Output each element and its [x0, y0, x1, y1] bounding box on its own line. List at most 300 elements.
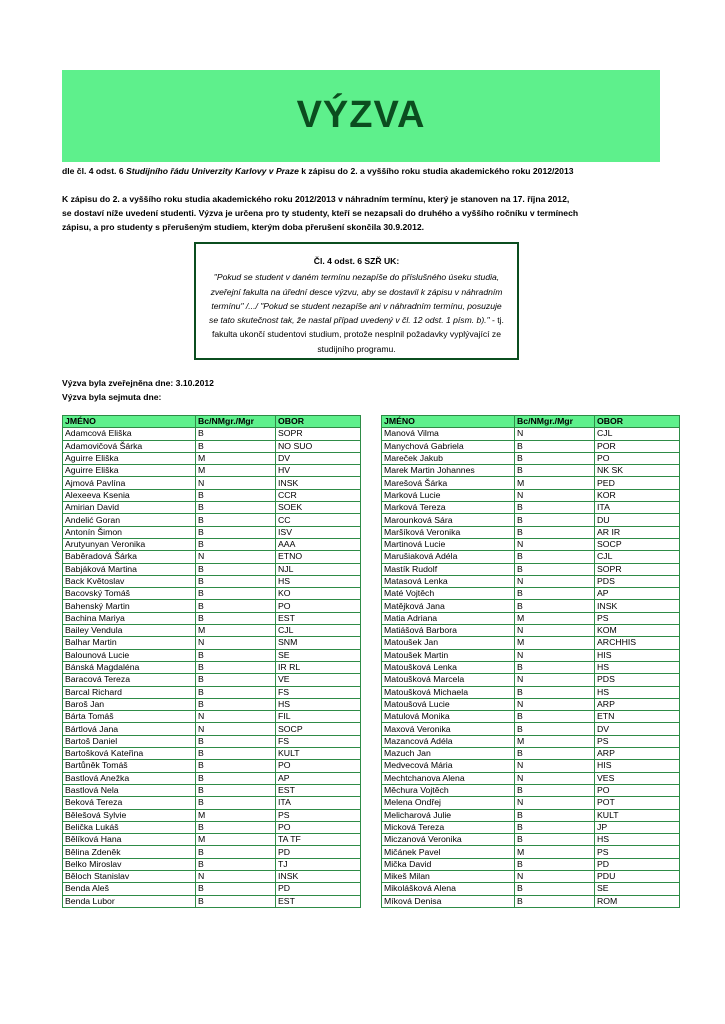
- field-cell: SOPR: [595, 563, 680, 575]
- field-cell: INSK: [276, 477, 361, 489]
- field-cell: ARCHHIS: [595, 637, 680, 649]
- table-row: [382, 551, 680, 563]
- student-name-cell: Bárta Tomáš: [63, 711, 196, 723]
- page-title: VÝZVA: [296, 94, 426, 136]
- degree-cell: B: [515, 452, 595, 464]
- table-row: [63, 797, 361, 809]
- field-cell: ROM: [595, 895, 680, 907]
- student-name-cell: Matulová Monika: [382, 711, 515, 723]
- table-row: [382, 846, 680, 858]
- intro-line: se dostaví níže uvedení studenti. Výzva je určena pro ty studenty, kteří se nezapsali do druhého a vyššího ročníku v termínech: [62, 208, 579, 218]
- degree-cell: B: [196, 514, 276, 526]
- table-header-row: [382, 416, 680, 428]
- table-row: [63, 502, 361, 514]
- quote-line: "Pokud se student v daném termínu nezapíše do příslušného úseku studia,: [213, 272, 500, 283]
- field-cell: ITA: [276, 797, 361, 809]
- student-name-cell: Mičánek Pavel: [382, 846, 515, 858]
- student-name-cell: Maté Vojtěch: [382, 588, 515, 600]
- degree-cell: B: [196, 600, 276, 612]
- field-cell: ETNO: [276, 551, 361, 563]
- table-row: [382, 649, 680, 661]
- table-row: [382, 588, 680, 600]
- field-cell: EST: [276, 612, 361, 624]
- degree-cell: B: [515, 661, 595, 673]
- student-name-cell: Matia Adriana: [382, 612, 515, 624]
- field-cell: PO: [595, 452, 680, 464]
- field-cell: AR IR: [595, 526, 680, 538]
- degree-cell: B: [196, 563, 276, 575]
- table-row: [63, 870, 361, 882]
- degree-cell: N: [515, 649, 595, 661]
- student-name-cell: Arutyunyan Veronika: [63, 538, 196, 550]
- student-name-cell: Antonín Šimon: [63, 526, 196, 538]
- student-name-cell: Bělina Zdeněk: [63, 846, 196, 858]
- column-header-degree: Bc/NMgr./Mgr: [196, 416, 276, 428]
- field-cell: EST: [276, 784, 361, 796]
- table-row: [382, 612, 680, 624]
- column-header-field: OBOR: [595, 416, 680, 428]
- quote-line: zveřejní fakulta na úřední desce výzvu, aby se dostavil k zápisu v náhradním: [210, 286, 503, 297]
- table-row: [382, 477, 680, 489]
- publication-info: [62, 376, 214, 404]
- degree-cell: B: [196, 612, 276, 624]
- field-cell: ARP: [595, 698, 680, 710]
- column-header-name: JMÉNO: [382, 416, 515, 428]
- table-row: [63, 637, 361, 649]
- student-name-cell: Manová Vilma: [382, 428, 515, 440]
- field-cell: KULT: [595, 809, 680, 821]
- degree-cell: B: [196, 489, 276, 501]
- degree-cell: B: [515, 858, 595, 870]
- student-name-cell: Balounová Lucie: [63, 649, 196, 661]
- table-row: [382, 526, 680, 538]
- student-name-cell: Amirian David: [63, 502, 196, 514]
- table-row: [63, 723, 361, 735]
- field-cell: FS: [276, 735, 361, 747]
- degree-cell: M: [515, 637, 595, 649]
- subtitle-italic: Studijního řádu Univerzity Karlovy v Praze: [126, 166, 299, 176]
- student-name-cell: Matoušek Jan: [382, 637, 515, 649]
- table-row: [63, 821, 361, 833]
- field-cell: AP: [595, 588, 680, 600]
- degree-cell: M: [515, 477, 595, 489]
- table-row: [63, 440, 361, 452]
- degree-cell: B: [196, 674, 276, 686]
- table-row: [382, 711, 680, 723]
- student-name-cell: Ajmová Pavlína: [63, 477, 196, 489]
- student-name-cell: Bailey Vendula: [63, 625, 196, 637]
- field-cell: ISV: [276, 526, 361, 538]
- student-name-cell: Melena Ondřej: [382, 797, 515, 809]
- field-cell: HIS: [595, 649, 680, 661]
- student-name-cell: Barcal Richard: [63, 686, 196, 698]
- field-cell: TA TF: [276, 834, 361, 846]
- quote-line: [202, 313, 511, 327]
- student-name-cell: Baroš Jan: [63, 698, 196, 710]
- table-row: [382, 465, 680, 477]
- degree-cell: B: [196, 661, 276, 673]
- table-row: [63, 551, 361, 563]
- field-cell: PS: [276, 809, 361, 821]
- student-name-cell: Mechtchanova Alena: [382, 772, 515, 784]
- degree-cell: B: [515, 723, 595, 735]
- field-cell: NO SUO: [276, 440, 361, 452]
- field-cell: PO: [276, 600, 361, 612]
- degree-cell: B: [196, 588, 276, 600]
- student-name-cell: Marušiaková Adéla: [382, 551, 515, 563]
- field-cell: INSK: [595, 600, 680, 612]
- table-row: [382, 870, 680, 882]
- table-row: [382, 797, 680, 809]
- degree-cell: B: [196, 440, 276, 452]
- student-name-cell: Mikeš Milan: [382, 870, 515, 882]
- field-cell: AAA: [276, 538, 361, 550]
- student-name-cell: Bělíková Hana: [63, 834, 196, 846]
- student-name-cell: Maršíková Veronika: [382, 526, 515, 538]
- table-row: [382, 760, 680, 772]
- table-row: [63, 748, 361, 760]
- field-cell: FS: [276, 686, 361, 698]
- degree-cell: M: [515, 846, 595, 858]
- subtitle: [62, 166, 574, 176]
- table-row: [63, 735, 361, 747]
- table-row: [382, 698, 680, 710]
- degree-cell: B: [515, 711, 595, 723]
- degree-cell: N: [515, 575, 595, 587]
- table-row: [382, 821, 680, 833]
- quote-line-tail: - tj.: [489, 315, 504, 326]
- table-row: [382, 858, 680, 870]
- degree-cell: B: [196, 760, 276, 772]
- degree-cell: B: [196, 698, 276, 710]
- quote-line: fakulta ukončí studentovi studium, protože nesplnil požadavky vyplývající ze: [212, 329, 501, 340]
- student-name-cell: Marková Tereza: [382, 502, 515, 514]
- table-row: [63, 428, 361, 440]
- student-name-cell: Belička Lukáš: [63, 821, 196, 833]
- table-row: [382, 661, 680, 673]
- table-row: [63, 538, 361, 550]
- degree-cell: M: [196, 465, 276, 477]
- degree-cell: B: [515, 502, 595, 514]
- field-cell: PS: [595, 612, 680, 624]
- field-cell: VE: [276, 674, 361, 686]
- table-row: [63, 588, 361, 600]
- degree-cell: B: [515, 834, 595, 846]
- subtitle-prefix: dle čl. 4 odst. 6: [62, 166, 126, 176]
- student-name-cell: Matoušková Michaela: [382, 686, 515, 698]
- degree-cell: B: [196, 784, 276, 796]
- table-row: [382, 538, 680, 550]
- student-name-cell: Matasová Lenka: [382, 575, 515, 587]
- degree-cell: B: [515, 440, 595, 452]
- degree-cell: B: [196, 575, 276, 587]
- table-row: [382, 575, 680, 587]
- field-cell: HS: [595, 686, 680, 698]
- student-name-cell: Babjáková Martina: [63, 563, 196, 575]
- field-cell: SE: [276, 649, 361, 661]
- field-cell: SOPR: [276, 428, 361, 440]
- degree-cell: B: [196, 797, 276, 809]
- field-cell: SE: [595, 883, 680, 895]
- student-name-cell: Benda Aleš: [63, 883, 196, 895]
- student-name-cell: Back Květoslav: [63, 575, 196, 587]
- degree-cell: N: [196, 637, 276, 649]
- student-name-cell: Bacovský Tomáš: [63, 588, 196, 600]
- degree-cell: B: [196, 895, 276, 907]
- degree-cell: B: [515, 514, 595, 526]
- degree-cell: N: [515, 625, 595, 637]
- student-name-cell: Bártlová Jana: [63, 723, 196, 735]
- regulation-quote-box: [194, 242, 519, 360]
- degree-cell: N: [515, 760, 595, 772]
- degree-cell: B: [515, 821, 595, 833]
- field-cell: ARP: [595, 748, 680, 760]
- degree-cell: B: [196, 883, 276, 895]
- field-cell: KOR: [595, 489, 680, 501]
- student-name-cell: Mička David: [382, 858, 515, 870]
- quote-heading: Čl. 4 odst. 6 SZŘ UK:: [313, 256, 400, 266]
- field-cell: ITA: [595, 502, 680, 514]
- field-cell: DV: [276, 452, 361, 464]
- student-name-cell: Matějková Jana: [382, 600, 515, 612]
- field-cell: KOM: [595, 625, 680, 637]
- degree-cell: N: [515, 428, 595, 440]
- degree-cell: N: [515, 489, 595, 501]
- student-name-cell: Bachina Mariya: [63, 612, 196, 624]
- degree-cell: N: [196, 711, 276, 723]
- table-row: [63, 698, 361, 710]
- degree-cell: B: [515, 526, 595, 538]
- field-cell: PO: [276, 821, 361, 833]
- student-name-cell: Bastlová Nela: [63, 784, 196, 796]
- student-name-cell: Martinová Lucie: [382, 538, 515, 550]
- degree-cell: M: [196, 625, 276, 637]
- student-name-cell: Adamcová Eliška: [63, 428, 196, 440]
- degree-cell: N: [515, 797, 595, 809]
- student-name-cell: Marešová Šárka: [382, 477, 515, 489]
- student-name-cell: Matiášová Barbora: [382, 625, 515, 637]
- degree-cell: M: [515, 735, 595, 747]
- table-row: [382, 440, 680, 452]
- student-name-cell: Medvecová Mária: [382, 760, 515, 772]
- degree-cell: B: [196, 735, 276, 747]
- student-name-cell: Andelić Goran: [63, 514, 196, 526]
- table-row: [382, 686, 680, 698]
- table-row: [63, 575, 361, 587]
- degree-cell: M: [196, 809, 276, 821]
- degree-cell: B: [196, 538, 276, 550]
- table-row: [63, 514, 361, 526]
- degree-cell: N: [196, 477, 276, 489]
- degree-cell: B: [196, 772, 276, 784]
- degree-cell: N: [515, 698, 595, 710]
- degree-cell: N: [196, 723, 276, 735]
- student-name-cell: Miczanová Veronika: [382, 834, 515, 846]
- field-cell: HIS: [595, 760, 680, 772]
- table-row: [63, 784, 361, 796]
- student-name-cell: Bahenský Martin: [63, 600, 196, 612]
- degree-cell: B: [196, 858, 276, 870]
- degree-cell: B: [515, 784, 595, 796]
- table-row: [382, 834, 680, 846]
- field-cell: SOEK: [276, 502, 361, 514]
- table-row: [382, 600, 680, 612]
- field-cell: TJ: [276, 858, 361, 870]
- degree-cell: M: [515, 612, 595, 624]
- field-cell: POR: [595, 440, 680, 452]
- field-cell: HS: [595, 661, 680, 673]
- table-row: [382, 452, 680, 464]
- field-cell: CCR: [276, 489, 361, 501]
- degree-cell: B: [196, 821, 276, 833]
- student-name-cell: Marková Lucie: [382, 489, 515, 501]
- table-row: [63, 526, 361, 538]
- table-row: [382, 809, 680, 821]
- student-name-cell: Mazancová Adéla: [382, 735, 515, 747]
- field-cell: INSK: [276, 870, 361, 882]
- field-cell: PO: [276, 760, 361, 772]
- student-name-cell: Marek Martin Johannes: [382, 465, 515, 477]
- table-row: [63, 760, 361, 772]
- published-date: Výzva byla zveřejněna dne: 3.10.2012: [62, 378, 214, 388]
- students-table-left: [62, 415, 361, 908]
- student-name-cell: Aguirre Eliška: [63, 452, 196, 464]
- field-cell: HV: [276, 465, 361, 477]
- field-cell: DU: [595, 514, 680, 526]
- table-row: [382, 748, 680, 760]
- column-header-name: JMÉNO: [63, 416, 196, 428]
- student-name-cell: Adamovičová Šárka: [63, 440, 196, 452]
- table-row: [63, 883, 361, 895]
- table-row: [382, 514, 680, 526]
- student-name-cell: Baběradová Šárka: [63, 551, 196, 563]
- table-row: [63, 600, 361, 612]
- table-row: [63, 649, 361, 661]
- field-cell: KULT: [276, 748, 361, 760]
- table-row: [382, 428, 680, 440]
- field-cell: PO: [595, 784, 680, 796]
- field-cell: PDU: [595, 870, 680, 882]
- table-row: [63, 834, 361, 846]
- intro-paragraph: [62, 192, 662, 234]
- student-name-cell: Micková Tereza: [382, 821, 515, 833]
- student-name-cell: Mareček Jakub: [382, 452, 515, 464]
- student-name-cell: Bělešová Sylvie: [63, 809, 196, 821]
- student-name-cell: Baracová Tereza: [63, 674, 196, 686]
- field-cell: ETN: [595, 711, 680, 723]
- table-row: [63, 809, 361, 821]
- field-cell: SOCP: [276, 723, 361, 735]
- field-cell: SOCP: [595, 538, 680, 550]
- degree-cell: N: [515, 674, 595, 686]
- column-header-field: OBOR: [276, 416, 361, 428]
- student-name-cell: Bastlová Anežka: [63, 772, 196, 784]
- table-header-row: [63, 416, 361, 428]
- degree-cell: B: [196, 748, 276, 760]
- field-cell: PD: [276, 883, 361, 895]
- table-row: [63, 846, 361, 858]
- degree-cell: B: [196, 686, 276, 698]
- table-row: [382, 772, 680, 784]
- field-cell: HS: [276, 698, 361, 710]
- field-cell: CJL: [595, 551, 680, 563]
- field-cell: PD: [595, 858, 680, 870]
- student-name-cell: Balhar Martin: [63, 637, 196, 649]
- student-name-cell: Marounková Sára: [382, 514, 515, 526]
- student-name-cell: Aguirre Eliška: [63, 465, 196, 477]
- degree-cell: B: [196, 649, 276, 661]
- degree-cell: B: [196, 428, 276, 440]
- student-name-cell: Alexeeva Ksenia: [63, 489, 196, 501]
- table-row: [63, 772, 361, 784]
- subtitle-suffix: k zápisu do 2. a vyššího roku studia akademického roku 2012/2013: [298, 166, 574, 176]
- table-row: [63, 895, 361, 907]
- student-name-cell: Mastík Rudolf: [382, 563, 515, 575]
- quote-line-italic: se tato skutečnost tak, že nastal případ uvedený v čl. 12 odst. 1 písm. b).": [209, 315, 490, 326]
- degree-cell: B: [515, 600, 595, 612]
- table-row: [382, 502, 680, 514]
- table-row: [63, 563, 361, 575]
- degree-cell: B: [196, 526, 276, 538]
- table-row: [382, 637, 680, 649]
- student-name-cell: Mazuch Jan: [382, 748, 515, 760]
- field-cell: NJL: [276, 563, 361, 575]
- field-cell: POT: [595, 797, 680, 809]
- degree-cell: N: [515, 870, 595, 882]
- field-cell: PS: [595, 846, 680, 858]
- field-cell: HS: [595, 834, 680, 846]
- intro-line: K zápisu do 2. a vyššího roku studia akademického roku 2012/2013 v náhradním termínu, který je stanoven na 17. října 2012,: [62, 194, 570, 204]
- removed-date: Výzva byla sejmuta dne:: [62, 392, 162, 402]
- student-name-cell: Míková Denisa: [382, 895, 515, 907]
- student-name-cell: Belko Miroslav: [63, 858, 196, 870]
- table-row: [382, 563, 680, 575]
- student-name-cell: Bartůněk Tomáš: [63, 760, 196, 772]
- students-table-right: [381, 415, 680, 908]
- degree-cell: N: [515, 772, 595, 784]
- table-row: [382, 735, 680, 747]
- degree-cell: B: [515, 883, 595, 895]
- field-cell: PDS: [595, 674, 680, 686]
- degree-cell: N: [515, 538, 595, 550]
- table-row: [63, 674, 361, 686]
- degree-cell: B: [196, 502, 276, 514]
- student-name-cell: Bartošková Kateřina: [63, 748, 196, 760]
- field-cell: CJL: [276, 625, 361, 637]
- student-name-cell: Beková Tereza: [63, 797, 196, 809]
- field-cell: IR RL: [276, 661, 361, 673]
- table-row: [63, 477, 361, 489]
- table-row: [63, 625, 361, 637]
- field-cell: PED: [595, 477, 680, 489]
- quote-line: termínu" /.../ "Pokud se student nezapíše ani v náhradním termínu, posuzuje: [211, 300, 502, 311]
- student-name-cell: Bánská Magdaléna: [63, 661, 196, 673]
- degree-cell: M: [196, 834, 276, 846]
- field-cell: CJL: [595, 428, 680, 440]
- degree-cell: M: [196, 452, 276, 464]
- student-name-cell: Benda Lubor: [63, 895, 196, 907]
- field-cell: SNM: [276, 637, 361, 649]
- field-cell: KO: [276, 588, 361, 600]
- field-cell: DV: [595, 723, 680, 735]
- degree-cell: B: [515, 588, 595, 600]
- student-name-cell: Matoušová Lucie: [382, 698, 515, 710]
- degree-cell: B: [515, 563, 595, 575]
- table-row: [382, 883, 680, 895]
- field-cell: HS: [276, 575, 361, 587]
- intro-line: zápisu, a pro studenty s přerušeným studiem, kterým doba přerušení skončila 30.9.2012.: [62, 222, 425, 232]
- table-row: [63, 465, 361, 477]
